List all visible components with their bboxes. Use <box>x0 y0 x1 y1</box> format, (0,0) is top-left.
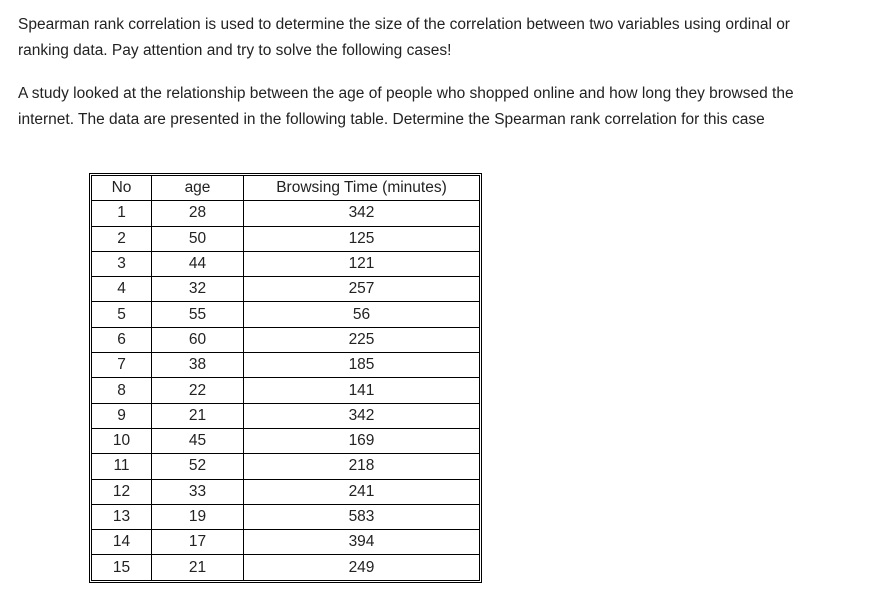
cell-time: 125 <box>244 226 480 251</box>
cell-time: 141 <box>244 378 480 403</box>
cell-time: 249 <box>244 555 480 580</box>
table-row <box>92 403 480 428</box>
table-row <box>92 378 480 403</box>
cell-time: 169 <box>244 428 480 453</box>
cell-age: 17 <box>152 530 244 555</box>
cell-time: 218 <box>244 454 480 479</box>
table-row <box>92 353 480 378</box>
table-row <box>92 428 480 453</box>
cell-time: 225 <box>244 327 480 352</box>
header-browsing-time: Browsing Time (minutes) <box>244 176 480 201</box>
cell-age: 21 <box>152 555 244 580</box>
table-row <box>92 327 480 352</box>
cell-no: 1 <box>92 201 152 226</box>
cell-time: 394 <box>244 530 480 555</box>
table-row <box>92 530 480 555</box>
data-table <box>91 175 480 581</box>
cell-time: 583 <box>244 504 480 529</box>
cell-time: 241 <box>244 479 480 504</box>
table-row <box>92 302 480 327</box>
cell-age: 21 <box>152 403 244 428</box>
case-description: A study looked at the relationship between the age of people who shopped online and how long they browsed the internet. The data are presented in the following table. Determine the Spearman rank correlation for this case <box>18 85 794 128</box>
cell-no: 8 <box>92 378 152 403</box>
cell-no: 10 <box>92 428 152 453</box>
cell-time: 342 <box>244 201 480 226</box>
table-row <box>92 277 480 302</box>
table-row <box>92 201 480 226</box>
cell-age: 19 <box>152 504 244 529</box>
header-age: age <box>152 176 244 201</box>
cell-age: 28 <box>152 201 244 226</box>
table-row <box>92 251 480 276</box>
cell-no: 15 <box>92 555 152 580</box>
cell-no: 4 <box>92 277 152 302</box>
cell-age: 60 <box>152 327 244 352</box>
cell-no: 3 <box>92 251 152 276</box>
cell-age: 50 <box>152 226 244 251</box>
cell-no: 6 <box>92 327 152 352</box>
cell-no: 2 <box>92 226 152 251</box>
cell-age: 44 <box>152 251 244 276</box>
cell-age: 33 <box>152 479 244 504</box>
header-no: No <box>92 176 152 201</box>
cell-age: 22 <box>152 378 244 403</box>
table-row <box>92 555 480 580</box>
cell-no: 12 <box>92 479 152 504</box>
cell-time: 257 <box>244 277 480 302</box>
cell-age: 52 <box>152 454 244 479</box>
cell-no: 11 <box>92 454 152 479</box>
cell-time: 56 <box>244 302 480 327</box>
cell-age: 45 <box>152 428 244 453</box>
cell-time: 185 <box>244 353 480 378</box>
intro-paragraph: Spearman rank correlation is used to determine the size of the correlation between two variables using ordinal or ranking data. Pay attention and try to solve the following cases! <box>18 16 790 59</box>
cell-no: 13 <box>92 504 152 529</box>
table-header-row <box>92 176 480 201</box>
cell-age: 55 <box>152 302 244 327</box>
table-row <box>92 454 480 479</box>
cell-no: 5 <box>92 302 152 327</box>
table-row <box>92 479 480 504</box>
table-row <box>92 504 480 529</box>
cell-no: 9 <box>92 403 152 428</box>
cell-time: 342 <box>244 403 480 428</box>
cell-age: 38 <box>152 353 244 378</box>
cell-time: 121 <box>244 251 480 276</box>
cell-age: 32 <box>152 277 244 302</box>
cell-no: 14 <box>92 530 152 555</box>
cell-no: 7 <box>92 353 152 378</box>
table-row <box>92 226 480 251</box>
